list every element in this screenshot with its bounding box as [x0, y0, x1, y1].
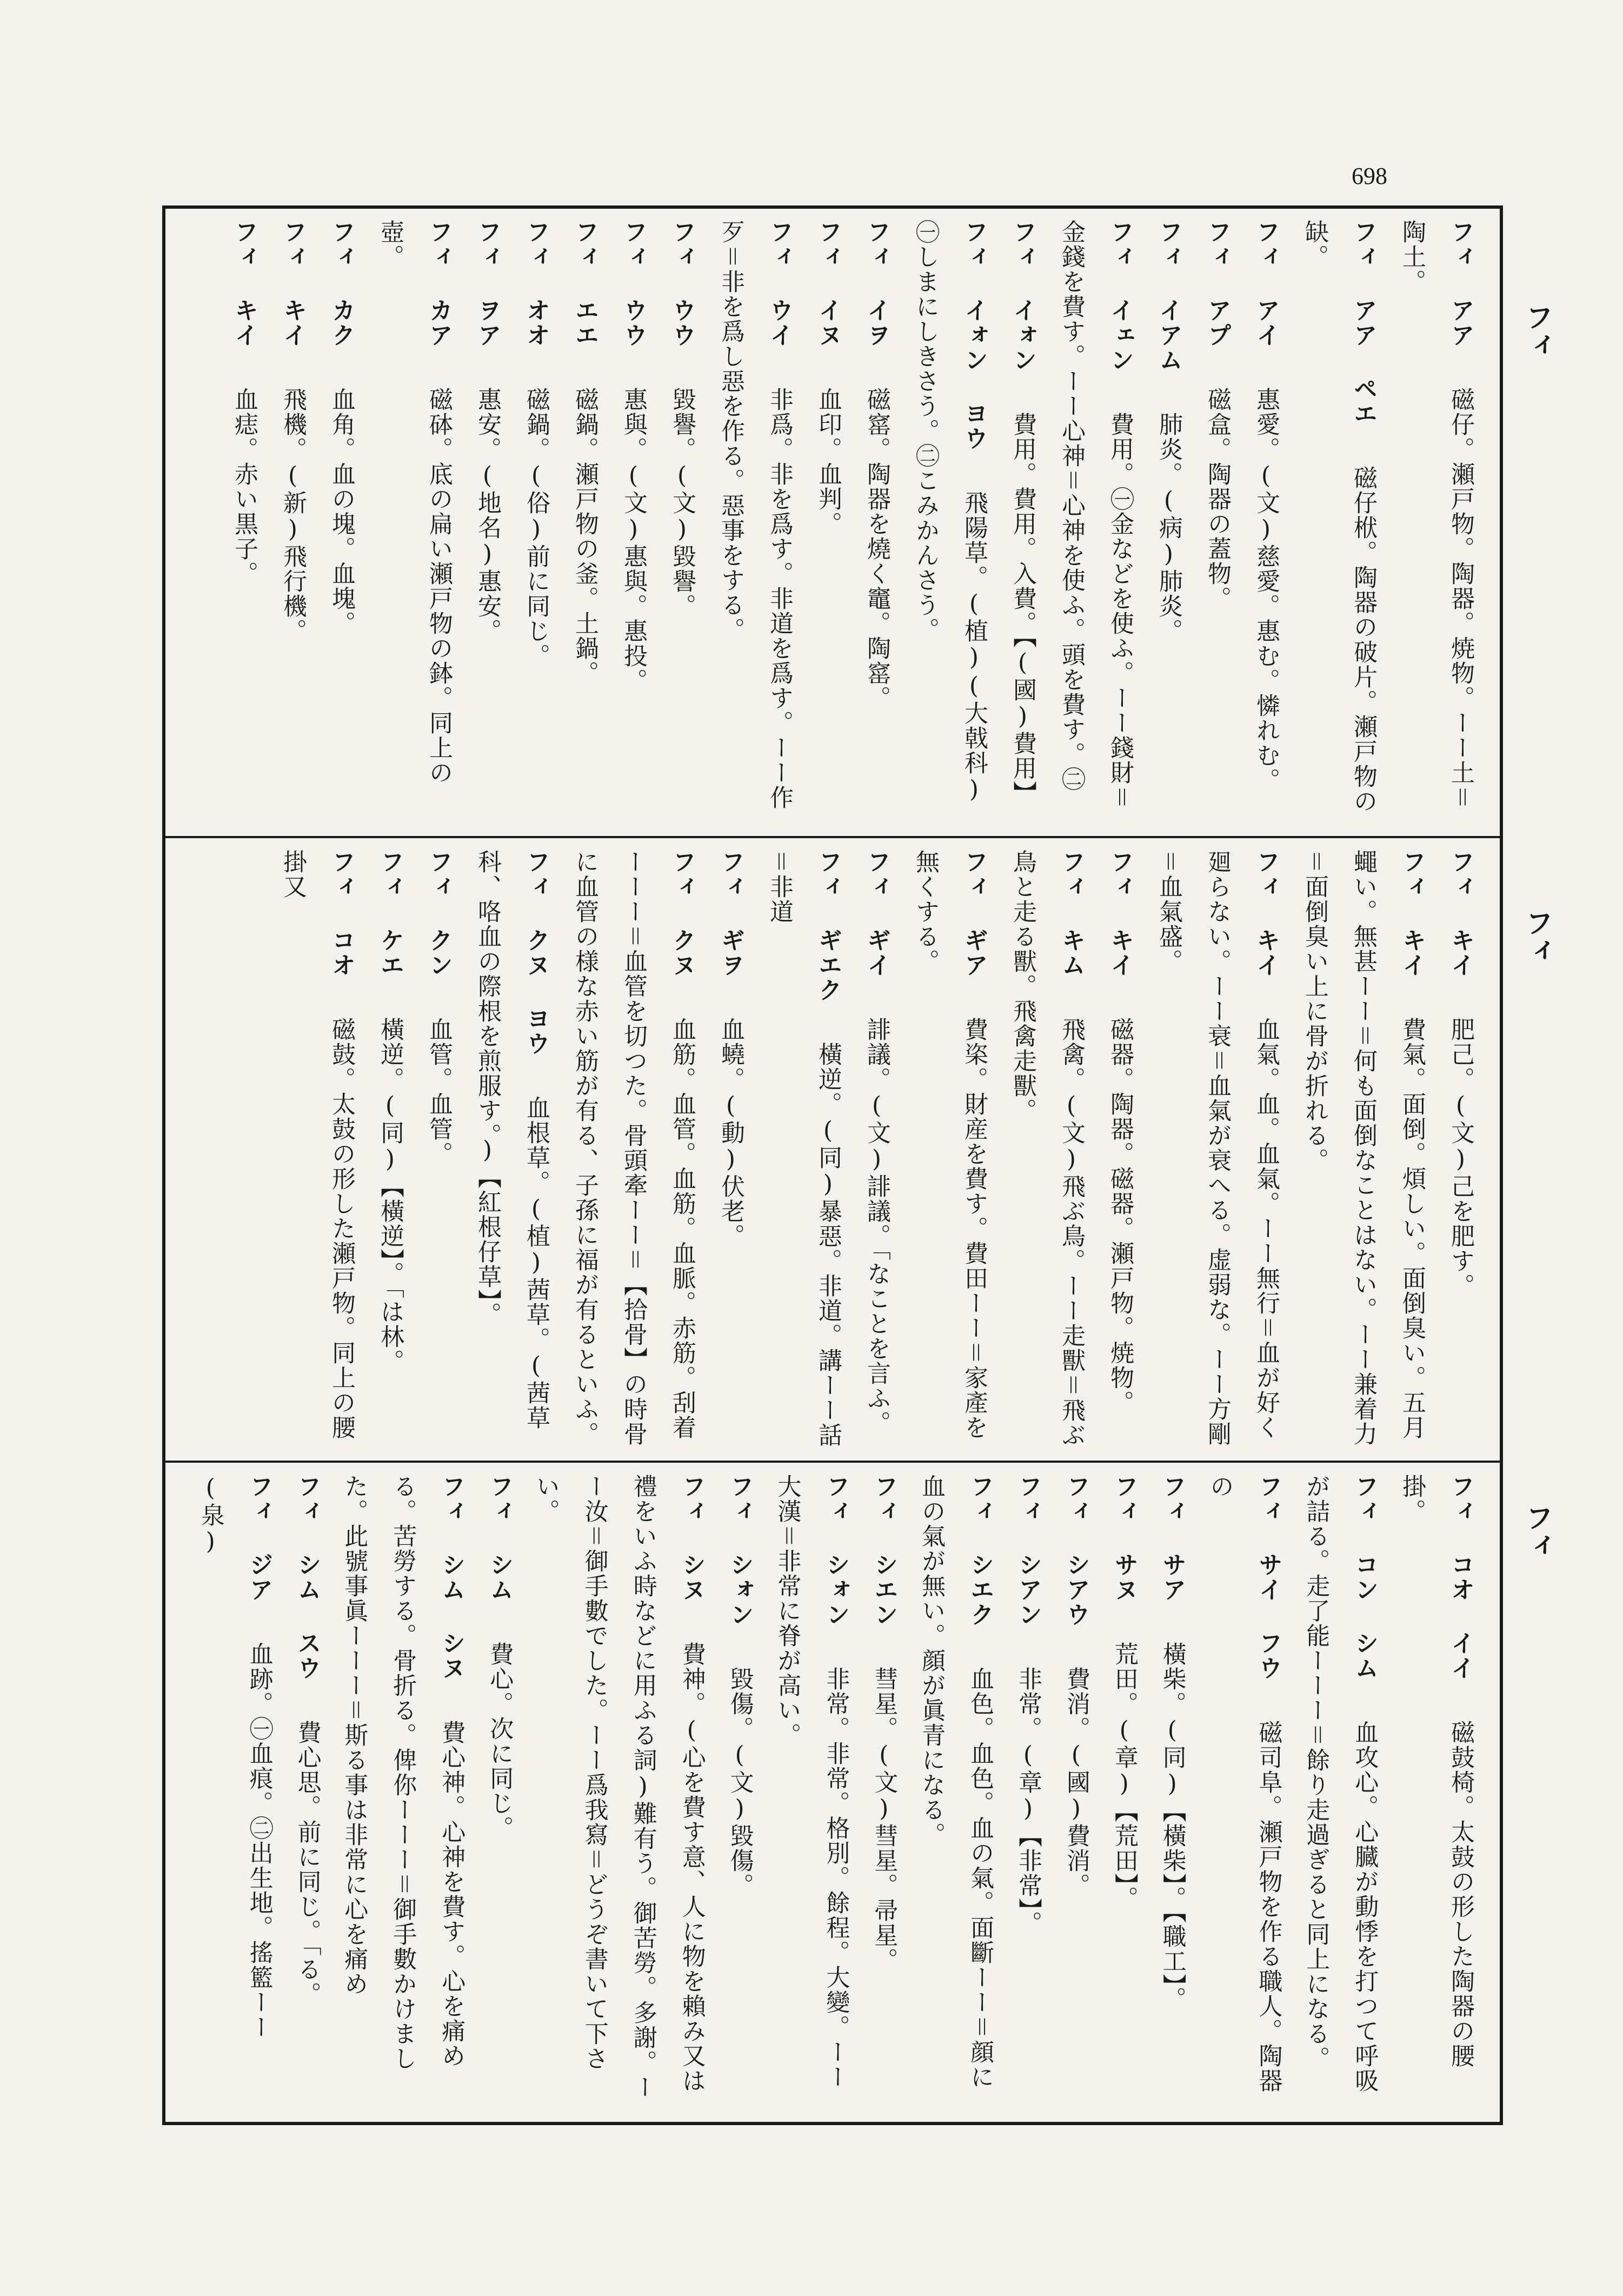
- entry-reading: フィ シヌ: [677, 1474, 706, 1602]
- dictionary-entry: [1047, 220, 1144, 825]
- entry-definition: 血管。血管。: [425, 1017, 453, 1166]
- entry-reading: フィ コオ イイ: [1447, 1474, 1474, 1681]
- dictionary-entry: [852, 220, 901, 825]
- entry-definition: 費消。(國)費消。: [1062, 1667, 1090, 1898]
- entry-reading: フィ キム: [1057, 850, 1085, 978]
- sidebar-label-middle: フィ: [1520, 908, 1553, 965]
- dictionary-entry: [908, 1474, 1004, 2112]
- entry-definition: 惠愛。(文)慈愛。惠む。憐れむ。: [1252, 387, 1280, 793]
- dictionary-entry: [1144, 220, 1193, 825]
- entry-definition: 磁仔栿。陶器の破片。瀬戸物の缺。: [1301, 220, 1377, 814]
- entry-definition: 橫柴。(同)【橫柴】。【職工】。: [1158, 1642, 1186, 2012]
- entry-reading: フィ ジア: [245, 1474, 273, 1602]
- entry-definition: 惠與。(文)惠與。惠投。: [620, 387, 647, 693]
- entry-definition: 磁砵。底の扁い瀬戸物の鉢。同上の壺。: [376, 220, 453, 785]
- entry-definition: 荒田。(章)【荒田】。: [1110, 1642, 1138, 1911]
- sidebar-label-top: フィ: [1520, 303, 1553, 359]
- entry-definition: 血攻心。心臓が動悸を打つて呼吸が詰る。走了能ーーー＝餘り走過ぎると同上になる。: [1302, 1474, 1379, 2093]
- entry-definition: 誹議。(文)誹議。「なことを言ふ。: [863, 1017, 890, 1436]
- entry-reading: フィ クヌ ヨウ: [522, 850, 550, 1056]
- dictionary-entry: [1052, 1474, 1100, 2112]
- entry-reading: フィ シォン: [822, 1474, 850, 1627]
- entry-definition: 費心。次に同じ。: [485, 1642, 514, 1841]
- dictionary-frame: [162, 205, 1503, 2125]
- sidebar-label-bottom: フィ: [1520, 1503, 1553, 1560]
- dictionary-entry: [560, 850, 706, 1450]
- dictionary-entry: [317, 220, 365, 825]
- entry-reading: フィ シアウ: [1062, 1474, 1090, 1627]
- entry-definition: 惠安。(地名)惠安。: [474, 387, 501, 643]
- entry-definition: 血跡。㊀血痕。㊁出生地。搖籃ーー(泉): [196, 1474, 273, 2040]
- dictionary-entry: [1241, 220, 1290, 825]
- dictionary-entry: [1196, 1474, 1293, 2112]
- entry-reading: フィ シム シヌ: [437, 1474, 465, 1681]
- entry-reading: フィ コン シム: [1351, 1474, 1379, 1681]
- entry-reading: フィ シム スウ: [293, 1474, 321, 1681]
- dictionary-entry: [1144, 850, 1290, 1450]
- entry-reading: フィ イヲ: [863, 220, 890, 348]
- entry-reading: フィ キイ: [1252, 850, 1280, 978]
- entry-reading: フィ クヌ: [668, 850, 696, 978]
- dictionary-entry: [523, 1474, 716, 2112]
- entry-reading: フィ シエク: [966, 1474, 994, 1627]
- entry-definition: 血筋。血管。血筋。血脈。赤筋。刮着ーーー＝血管を切つた。骨頭牽ーー＝【拾骨】の時骨に血管の様な赤い筋が有る、子孫に福が有るといふ。: [571, 850, 696, 1446]
- entry-reading: フィ ウウ: [620, 220, 647, 348]
- dictionary-entry: [1193, 220, 1241, 825]
- entry-definition: 非常。非常。格別。餘程。大變。ーー大漢＝非常に脊が高い。: [773, 1474, 850, 2089]
- dictionary-entry: [755, 850, 852, 1450]
- entry-reading: フィ シアン: [1014, 1474, 1042, 1627]
- entry-reading: フィ ウイ: [766, 220, 793, 348]
- entry-reading: フィ オオ: [522, 220, 550, 348]
- dictionary-entry: [764, 1474, 860, 2112]
- entry-definition: 飛禽。(文)飛ぶ鳥。ーー走獸＝飛ぶ鳥と走る獸。飛禽走獸。: [1009, 850, 1085, 1448]
- dictionary-entry: [1148, 1474, 1196, 2112]
- entry-reading: フィ キイ: [1398, 850, 1426, 978]
- entry-reading: フィ シエン: [870, 1474, 898, 1627]
- entry-reading: フィ サイ フウ: [1254, 1474, 1282, 1681]
- entry-reading: フィ アア: [1447, 220, 1474, 348]
- dictionary-section-bottom: [187, 1474, 1485, 2112]
- entry-reading: フィ ギエク: [814, 850, 842, 1003]
- entry-reading: フィ キイ: [1106, 850, 1134, 978]
- entry-reading: フィ カク: [328, 220, 355, 348]
- entry-definition: 血印。血判。: [814, 387, 842, 536]
- entry-reading: フィ ヲア: [474, 220, 501, 348]
- entry-definition: 肺炎。(病)肺炎。: [1155, 412, 1182, 643]
- dictionary-entry: [187, 1474, 283, 2112]
- dictionary-entry: [475, 1474, 523, 2112]
- dictionary-entry: [901, 850, 998, 1450]
- dictionary-entry: [852, 850, 901, 1450]
- entry-reading: フィ ギイ: [863, 850, 890, 978]
- page-number: 698: [1352, 163, 1387, 189]
- entry-definition: 彗星。(文)彗星。帚星。: [870, 1667, 898, 1973]
- entry-definition: 肥己。(文)己を肥す。: [1447, 1017, 1474, 1298]
- entry-definition: 磁器。陶器。磁器。瀬戸物。焼物。: [1106, 1017, 1134, 1415]
- entry-definition: 非常。(章)【非常】。: [1014, 1667, 1042, 1936]
- dictionary-section-middle: [187, 850, 1485, 1450]
- dictionary-entry: [716, 1474, 764, 2112]
- section-divider: [165, 1461, 1500, 1463]
- entry-definition: 磁鼓。太鼓の形した瀬戸物。同上の腰掛又: [279, 850, 355, 1440]
- entry-reading: フィ ギア: [960, 850, 988, 978]
- dictionary-entry: [657, 220, 706, 825]
- entry-definition: 橫逆。(同)【橫逆】。「は林。: [376, 1017, 404, 1374]
- dictionary-entry: [1387, 220, 1485, 825]
- dictionary-entry: [706, 850, 755, 1450]
- entry-definition: 血色。血色。血の氣。面斷ーー＝顔に血の氣が無い。顔が眞青になる。: [917, 1474, 994, 2089]
- dictionary-entry: [463, 850, 560, 1450]
- entry-reading: フィ シォン: [726, 1474, 754, 1627]
- section-divider: [165, 836, 1500, 838]
- entry-definition: 血氣。血。血氣。ーー無行＝血が好く廻らない。ーー衰＝血氣が衰へる。虚弱な。ーー方剛＝血氣盛。: [1155, 850, 1280, 1446]
- entry-definition: 血蟯。(動)伏老。: [717, 1017, 744, 1249]
- dictionary-entry: [268, 850, 365, 1450]
- entry-reading: フィ キイ: [1447, 850, 1474, 978]
- entry-reading: フィ イォン: [1009, 220, 1036, 373]
- entry-definition: 費氣。面倒。煩しい。面倒臭い。五月蠅い。無甚ーー＝何も面倒なことはない。ーー兼着力＝面倒臭い上に骨が折れる。: [1301, 850, 1426, 1446]
- entry-reading: フィ サア: [1158, 1474, 1186, 1602]
- entry-definition: 費神。(心を費す意、人に物を賴み又は禮をいふ時などに用ふる詞)難有う。御苦勞。多謝。ーー汝＝御手數でした。ーー爲我寫＝どうぞ書いて下さい。: [531, 1474, 706, 2100]
- entry-reading: フィ サヌ: [1110, 1474, 1138, 1602]
- entry-definition: 費栥。財産を費す。費田ーー＝家產を無くする。: [912, 850, 988, 1440]
- dictionary-entry: [1004, 1474, 1052, 2112]
- dictionary-entry: [560, 220, 609, 825]
- entry-definition: 磁鍋。(俗)前に同じ。: [522, 387, 550, 668]
- entry-definition: 毀傷。(文)毀傷。: [726, 1667, 754, 1898]
- dictionary-entry: [365, 850, 414, 1450]
- entry-definition: 磁仔。瀬戸物。陶器。焼物。ーー土＝陶土。: [1398, 220, 1474, 810]
- dictionary-entry: [1388, 1474, 1485, 2112]
- dictionary-entry: [463, 220, 511, 825]
- dictionary-entry: [860, 1474, 908, 2112]
- entry-definition: 費心思。前に同じ。「る。: [293, 1720, 321, 2007]
- entry-reading: フィ アプ: [1203, 220, 1231, 348]
- dictionary-entry: [1290, 850, 1436, 1450]
- entry-definition: 費用。費用。入費。【(國)費用】: [1009, 412, 1036, 806]
- dictionary-entry: [1100, 1474, 1148, 2112]
- entry-reading: フィ イォン ヨウ: [960, 220, 988, 451]
- entry-definition: 費心神。心神を費す。心を痛める。苦勞する。骨折る。俾你ーーー＝御手數かけました。此號事眞ーーー＝斯る事は非常に心を痛め: [340, 1474, 465, 2071]
- entry-reading: フィ コオ: [328, 850, 355, 978]
- entry-definition: 血角。血の塊。血塊。: [328, 387, 355, 636]
- entry-reading: フィ アア ペエ: [1349, 220, 1377, 426]
- dictionary-entry: [1436, 850, 1485, 1450]
- entry-definition: 磁司阜。瀬戸物を作る職人。陶器の: [1206, 1474, 1282, 2093]
- entry-reading: フィ シム: [485, 1474, 514, 1602]
- dictionary-entry: [511, 220, 560, 825]
- entry-reading: フィ エエ: [571, 220, 598, 348]
- entry-definition: 飛機。(新)飛行機。: [279, 387, 307, 643]
- entry-reading: フィ イェン: [1106, 220, 1134, 373]
- entry-definition: 費用。㊀金などを使ふ。ーー錢財＝金錢を費す。ーー心神＝心神を使ふ。頭を費す。㊁: [1057, 220, 1134, 810]
- dictionary-entry: [219, 220, 268, 825]
- dictionary-entry: [609, 220, 657, 825]
- entry-reading: フィ キイ: [230, 220, 258, 348]
- dictionary-entry: [998, 850, 1095, 1450]
- dictionary-entry: [1290, 220, 1387, 825]
- entry-definition: 磁鍋。瀬戸物の釜。土鍋。: [571, 387, 598, 686]
- entry-reading: フィ イヌ: [814, 220, 842, 348]
- entry-reading: フィ イアム: [1155, 220, 1182, 373]
- entry-reading: フィ ギヲ: [717, 850, 744, 978]
- dictionary-entry: [901, 220, 998, 825]
- dictionary-entry: [414, 850, 463, 1450]
- entry-reading: フィ クン: [425, 850, 453, 978]
- dictionary-entry: [803, 220, 852, 825]
- dictionary-entry: [365, 220, 463, 825]
- entry-reading: フィ カア: [425, 220, 453, 348]
- dictionary-entry: [283, 1474, 331, 2112]
- dictionary-entry: [331, 1474, 476, 2112]
- entry-definition: 橫逆。(同)暴惡。非道。講ーー話＝非道: [766, 850, 842, 1448]
- entry-definition: 毀譽。(文)毀譽。: [668, 387, 696, 619]
- entry-reading: フィ ウウ: [668, 220, 696, 348]
- entry-reading: フィ キイ: [279, 220, 307, 348]
- entry-definition: 血根草。(植)茜草。(茜草科、咯血の際根を煎服す。)【紅根仔草】。: [474, 850, 550, 1430]
- entry-definition: 非爲。非を爲す。非道を爲す。ーー作歹＝非を爲し惡を作る。惡事をする。: [717, 220, 793, 810]
- entry-definition: 磁窰。陶器を燒く竈。陶窰。: [863, 387, 890, 711]
- dictionary-entry: [1292, 1474, 1388, 2112]
- entry-definition: 飛陽草。(植)(大戟科)㊀しまにしきさう。㊁こみかんさう。: [912, 220, 988, 804]
- entry-reading: フィ アイ: [1252, 220, 1280, 348]
- dictionary-entry: [1095, 850, 1144, 1450]
- dictionary-entry: [998, 220, 1047, 825]
- entry-definition: 磁盒。陶器の蓋物。: [1203, 387, 1231, 611]
- dictionary-entry: [268, 220, 317, 825]
- entry-definition: 磁鼓椅。太鼓の形した陶器の腰掛。: [1398, 1474, 1474, 2068]
- dictionary-section-top: [187, 220, 1485, 825]
- entry-reading: フィ ケエ: [376, 850, 404, 978]
- entry-definition: 血痣。赤い黒子。: [230, 387, 258, 586]
- dictionary-entry: [706, 220, 803, 825]
